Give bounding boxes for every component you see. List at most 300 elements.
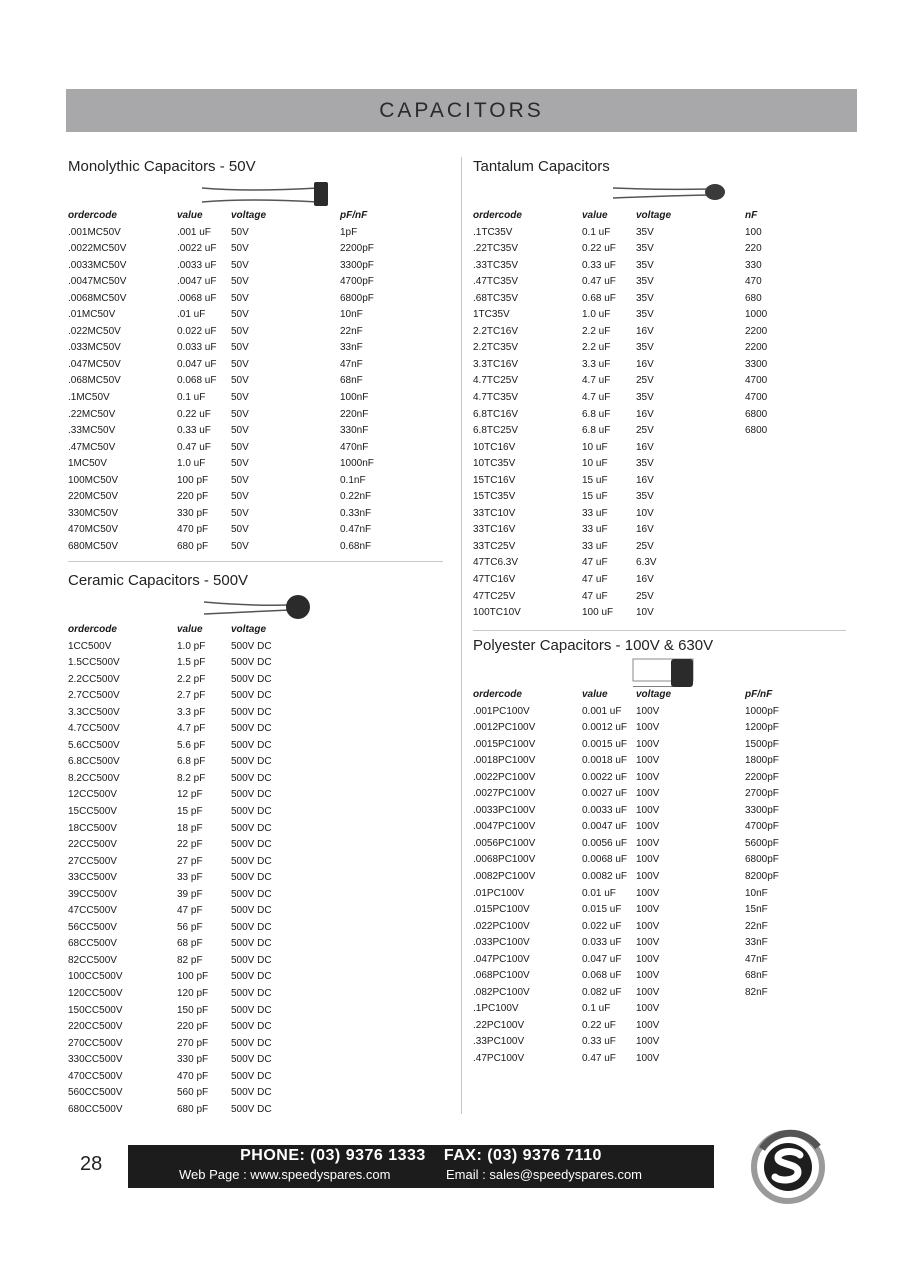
- cell-value: 0.22 uF: [582, 243, 616, 255]
- table-row: [68, 986, 340, 1003]
- cell-value: 0.0082 uF: [582, 871, 628, 883]
- cell-rating: 33nF: [745, 937, 768, 949]
- cell-value: 15 uF: [582, 474, 608, 486]
- section-divider: [473, 630, 846, 631]
- cell-ordercode: 100CC500V: [68, 971, 123, 983]
- cell-value: 0.082 uF: [582, 986, 622, 998]
- table-row: [68, 1052, 340, 1069]
- cell-voltage: 500V DC: [231, 971, 272, 983]
- cell-ordercode: 33TC16V: [473, 524, 516, 536]
- table-row: [68, 407, 400, 424]
- cell-voltage: 25V: [636, 590, 654, 602]
- table-row: [68, 539, 400, 556]
- cell-voltage: 50V: [231, 392, 249, 404]
- cell-ordercode: .0056PC100V: [473, 837, 536, 849]
- table-row: [68, 953, 340, 970]
- table-row: [473, 258, 805, 275]
- cell-ordercode: 220MC50V: [68, 491, 119, 503]
- cell-voltage: 50V: [231, 325, 249, 337]
- table-header: [473, 208, 805, 225]
- cell-voltage: 16V: [636, 441, 654, 453]
- page-number: 28: [80, 1153, 103, 1175]
- header-nf: nF: [745, 210, 758, 221]
- cell-rating: [745, 1034, 805, 1051]
- cell-rating: 1000pF: [745, 705, 779, 717]
- cell-voltage: 500V DC: [231, 872, 272, 884]
- table-row: [68, 1036, 340, 1053]
- cell-value: 220 pF: [177, 491, 209, 503]
- table-row: [473, 241, 805, 258]
- table-row: [473, 836, 805, 853]
- cell-ordercode: .068MC50V: [68, 375, 121, 387]
- cell-voltage: 100V: [636, 722, 660, 734]
- table-row: [68, 307, 400, 324]
- table-row: [68, 887, 340, 904]
- cell-ordercode: .0068PC100V: [473, 854, 536, 866]
- email-link[interactable]: Email : sales@speedyspares.com: [446, 1167, 642, 1182]
- cell-ordercode: 4.7TC35V: [473, 392, 519, 404]
- cell-ordercode: 120CC500V: [68, 988, 123, 1000]
- cell-value: 3.3 uF: [582, 358, 611, 370]
- cell-ordercode: 1CC500V: [68, 640, 112, 652]
- cell-voltage: 50V: [231, 491, 249, 503]
- table-row: [473, 985, 805, 1002]
- cell-value: 0.0027 uF: [582, 788, 628, 800]
- cell-value: 0.033 uF: [177, 342, 217, 354]
- cell-value: 47 uF: [582, 557, 608, 569]
- monolythic-title: Monolythic Capacitors - 50V: [68, 158, 256, 175]
- table-row: [473, 324, 805, 341]
- table-row: [473, 440, 805, 457]
- table-row: [68, 506, 400, 523]
- contact-footer: [128, 1145, 714, 1188]
- table-row: [473, 753, 805, 770]
- cell-ordercode: .1PC100V: [473, 1003, 519, 1015]
- cell-voltage: 25V: [636, 540, 654, 552]
- cell-ordercode: .068PC100V: [473, 970, 530, 982]
- table-row: [68, 241, 400, 258]
- header-value: value: [177, 210, 203, 221]
- speedy-spares-logo: [748, 1127, 832, 1207]
- cell-ordercode: 12CC500V: [68, 789, 117, 801]
- header-value: value: [582, 689, 608, 700]
- table-row: [473, 291, 805, 308]
- cell-ordercode: .0022PC100V: [473, 771, 536, 783]
- cell-rating: 1800pF: [745, 755, 779, 767]
- table-row: [68, 1019, 340, 1036]
- cell-rating: 82nF: [745, 986, 768, 998]
- cell-rating: [745, 522, 805, 539]
- cell-value: 120 pF: [177, 988, 209, 1000]
- table-row: [68, 787, 340, 804]
- cell-voltage: 50V: [231, 358, 249, 370]
- cell-value: 33 pF: [177, 872, 203, 884]
- tantalum-section: [473, 156, 805, 622]
- cell-value: 150 pF: [177, 1004, 209, 1016]
- cell-value: 0.01 uF: [582, 887, 616, 899]
- cell-voltage: 50V: [231, 292, 249, 304]
- cell-rating: 22nF: [340, 325, 363, 337]
- cell-rating: 100nF: [340, 392, 369, 404]
- cell-value: 2.2 pF: [177, 673, 206, 685]
- cell-ordercode: .22TC35V: [473, 243, 519, 255]
- cell-ordercode: .033MC50V: [68, 342, 121, 354]
- table-row: [68, 390, 400, 407]
- cell-ordercode: 1.5CC500V: [68, 657, 120, 669]
- cell-value: 1.0 uF: [582, 309, 611, 321]
- cell-voltage: 500V DC: [231, 1037, 272, 1049]
- cell-voltage: 500V DC: [231, 1021, 272, 1033]
- cell-value: 15 uF: [582, 491, 608, 503]
- page-banner: [66, 89, 857, 132]
- cell-voltage: 500V DC: [231, 905, 272, 917]
- header-voltage: voltage: [636, 210, 672, 221]
- cell-ordercode: 68CC500V: [68, 938, 117, 950]
- cell-value: 330 pF: [177, 1054, 209, 1066]
- table-row: [68, 688, 340, 705]
- cell-rating: 1200pF: [745, 722, 779, 734]
- cell-rating: 6800pF: [340, 292, 374, 304]
- cell-ordercode: .68TC35V: [473, 292, 519, 304]
- table-row: [473, 720, 805, 737]
- cell-rating: 68nF: [340, 375, 363, 387]
- cell-value: 0.033 uF: [582, 937, 622, 949]
- cell-value: 15 pF: [177, 806, 203, 818]
- cell-ordercode: 47CC500V: [68, 905, 117, 917]
- cell-voltage: 16V: [636, 408, 654, 420]
- cell-voltage: 500V DC: [231, 988, 272, 1000]
- cell-rating: [745, 440, 805, 457]
- table-row: [68, 920, 340, 937]
- cell-rating: 1500pF: [745, 738, 779, 750]
- cell-ordercode: 47TC25V: [473, 590, 516, 602]
- cell-voltage: 100V: [636, 738, 660, 750]
- cell-ordercode: 680CC500V: [68, 1103, 123, 1115]
- table-row: [68, 440, 400, 457]
- cell-voltage: 500V DC: [231, 1087, 272, 1099]
- cell-value: 56 pF: [177, 921, 203, 933]
- table-row: [473, 373, 805, 390]
- table-row: [68, 473, 400, 490]
- ceramic-title: Ceramic Capacitors - 500V: [68, 572, 249, 589]
- cell-value: 0.1 uF: [582, 1003, 611, 1015]
- cell-voltage: 50V: [231, 309, 249, 321]
- cell-value: 0.0012 uF: [582, 722, 628, 734]
- cell-ordercode: .082PC100V: [473, 986, 530, 998]
- cell-value: 10 uF: [582, 458, 608, 470]
- cell-rating: [745, 539, 805, 556]
- cell-value: 27 pF: [177, 855, 203, 867]
- cell-ordercode: 15CC500V: [68, 806, 117, 818]
- cell-voltage: 500V DC: [231, 640, 272, 652]
- column-divider: [461, 157, 462, 1114]
- table-row: [473, 506, 805, 523]
- table-row: [473, 423, 805, 440]
- cell-rating: 0.22nF: [340, 491, 372, 503]
- cell-ordercode: 2.7CC500V: [68, 690, 120, 702]
- cell-value: .001 uF: [177, 226, 211, 238]
- table-row: [68, 489, 400, 506]
- cell-voltage: 500V DC: [231, 855, 272, 867]
- cell-value: 0.068 uF: [582, 970, 622, 982]
- cell-value: 0.0068 uF: [582, 854, 628, 866]
- table-row: [473, 869, 805, 886]
- cell-value: 0.1 uF: [177, 392, 206, 404]
- table-row: [68, 721, 340, 738]
- cell-voltage: 500V DC: [231, 723, 272, 735]
- cell-rating: 3300: [745, 358, 768, 370]
- cell-voltage: 500V DC: [231, 706, 272, 718]
- cell-value: 10 uF: [582, 441, 608, 453]
- cell-ordercode: .0022MC50V: [68, 243, 127, 255]
- cell-value: .0033 uF: [177, 259, 217, 271]
- cell-voltage: 500V DC: [231, 806, 272, 818]
- cell-ordercode: 6.8TC25V: [473, 425, 519, 437]
- table-header: [68, 208, 400, 225]
- cell-value: 680 pF: [177, 540, 209, 552]
- cell-ordercode: 100MC50V: [68, 474, 119, 486]
- cell-rating: 330: [745, 259, 762, 271]
- cell-ordercode: 33TC25V: [473, 540, 516, 552]
- cell-value: 2.2 uF: [582, 342, 611, 354]
- cell-voltage: 50V: [231, 507, 249, 519]
- cell-rating: 33nF: [340, 342, 363, 354]
- cell-voltage: 35V: [636, 392, 654, 404]
- table-row: [68, 1069, 340, 1086]
- table-row: [473, 555, 805, 572]
- table-row: [68, 456, 400, 473]
- cell-value: 8.2 pF: [177, 772, 206, 784]
- cell-rating: [745, 555, 805, 572]
- cell-ordercode: 47TC16V: [473, 574, 516, 586]
- cell-voltage: 50V: [231, 524, 249, 536]
- table-row: [473, 786, 805, 803]
- cell-voltage: 100V: [636, 854, 660, 866]
- header-voltage: voltage: [231, 210, 267, 221]
- cell-ordercode: 4.7TC25V: [473, 375, 519, 387]
- cell-ordercode: 39CC500V: [68, 888, 117, 900]
- ceramic-table: [68, 622, 340, 1118]
- ceramic-section: [68, 570, 340, 1118]
- cell-rating: 68nF: [745, 970, 768, 982]
- cell-rating: [745, 1051, 805, 1068]
- cell-voltage: 500V DC: [231, 1070, 272, 1082]
- cell-value: .0022 uF: [177, 243, 217, 255]
- header-ordercode: ordercode: [473, 210, 522, 221]
- cell-ordercode: 5.6CC500V: [68, 739, 120, 751]
- cell-ordercode: .033PC100V: [473, 937, 530, 949]
- cell-value: 2.2 uF: [582, 325, 611, 337]
- cell-ordercode: 3.3CC500V: [68, 706, 120, 718]
- cell-rating: 470nF: [340, 441, 369, 453]
- phone-number: PHONE: (03) 9376 1333: [240, 1147, 426, 1164]
- table-row: [473, 803, 805, 820]
- cell-ordercode: 3.3TC16V: [473, 358, 519, 370]
- cell-value: 0.022 uF: [177, 325, 217, 337]
- cell-voltage: 100V: [636, 887, 660, 899]
- cell-voltage: 50V: [231, 375, 249, 387]
- cell-rating: 5600pF: [745, 837, 779, 849]
- cell-value: 0.047 uF: [177, 358, 217, 370]
- header-ordercode: ordercode: [68, 624, 117, 635]
- cell-ordercode: .01PC100V: [473, 887, 525, 899]
- phone-fax-line: [128, 1147, 714, 1165]
- cell-ordercode: .47MC50V: [68, 441, 116, 453]
- cell-value: 0.1 uF: [582, 226, 611, 238]
- table-row: [68, 258, 400, 275]
- cell-rating: 100: [745, 226, 762, 238]
- cell-ordercode: 10TC16V: [473, 441, 516, 453]
- table-row: [68, 291, 400, 308]
- cell-rating: 0.68nF: [340, 540, 372, 552]
- cell-value: 0.047 uF: [582, 953, 622, 965]
- cell-value: 82 pF: [177, 954, 203, 966]
- cell-rating: 6800: [745, 425, 768, 437]
- cell-ordercode: .47TC35V: [473, 276, 519, 288]
- cell-voltage: 35V: [636, 292, 654, 304]
- cell-voltage: 50V: [231, 226, 249, 238]
- cell-ordercode: .001PC100V: [473, 705, 530, 717]
- table-row: [473, 902, 805, 919]
- header-pfnf: pF/nF: [745, 689, 773, 700]
- cell-value: 68 pF: [177, 938, 203, 950]
- cell-voltage: 100V: [636, 755, 660, 767]
- header-pfnf: pF/nF: [340, 210, 368, 221]
- cell-voltage: 500V DC: [231, 756, 272, 768]
- cell-ordercode: 33CC500V: [68, 872, 117, 884]
- table-row: [473, 572, 805, 589]
- cell-value: 0.001 uF: [582, 705, 622, 717]
- cell-rating: 0.47nF: [340, 524, 372, 536]
- table-row: [473, 340, 805, 357]
- table-row: [473, 1051, 805, 1068]
- table-row: [473, 952, 805, 969]
- ceramic-capacitor-image: [68, 592, 340, 622]
- cell-rating: 3300pF: [745, 804, 779, 816]
- cell-ordercode: .01MC50V: [68, 309, 116, 321]
- cell-ordercode: 470MC50V: [68, 524, 119, 536]
- table-row: [473, 390, 805, 407]
- cell-voltage: 50V: [231, 342, 249, 354]
- cell-ordercode: 560CC500V: [68, 1087, 123, 1099]
- cell-value: 6.8 uF: [582, 408, 611, 420]
- table-row: [473, 770, 805, 787]
- cell-rating: 4700pF: [745, 821, 779, 833]
- cell-ordercode: 4.7CC500V: [68, 723, 120, 735]
- table-row: [473, 1034, 805, 1051]
- table-row: [473, 489, 805, 506]
- table-row: [473, 225, 805, 242]
- cell-value: 0.0033 uF: [582, 804, 628, 816]
- cell-value: 4.7 pF: [177, 723, 206, 735]
- cell-ordercode: .022MC50V: [68, 325, 121, 337]
- cell-value: 12 pF: [177, 789, 203, 801]
- cell-value: 0.0056 uF: [582, 837, 628, 849]
- cell-ordercode: 330MC50V: [68, 507, 119, 519]
- table-row: [473, 919, 805, 936]
- table-row: [68, 771, 340, 788]
- cell-ordercode: 47TC6.3V: [473, 557, 519, 569]
- cell-voltage: 100V: [636, 1019, 660, 1031]
- table-row: [68, 373, 400, 390]
- cell-voltage: 100V: [636, 1053, 660, 1065]
- cell-rating: 680: [745, 292, 762, 304]
- cell-voltage: 500V DC: [231, 772, 272, 784]
- cell-value: 0.015 uF: [582, 904, 622, 916]
- cell-voltage: 10V: [636, 607, 654, 619]
- cell-voltage: 500V DC: [231, 1054, 272, 1066]
- cell-rating: [745, 605, 805, 622]
- section-divider: [68, 561, 443, 562]
- cell-value: 330 pF: [177, 507, 209, 519]
- cell-rating: 2700pF: [745, 788, 779, 800]
- cell-ordercode: 15TC16V: [473, 474, 516, 486]
- table-row: [68, 837, 340, 854]
- cell-value: 0.0018 uF: [582, 755, 628, 767]
- cell-voltage: 50V: [231, 425, 249, 437]
- table-row: [473, 737, 805, 754]
- cell-voltage: 500V DC: [231, 822, 272, 834]
- cell-voltage: 100V: [636, 871, 660, 883]
- web-page-link[interactable]: Web Page : www.speedyspares.com: [179, 1167, 391, 1182]
- cell-voltage: 50V: [231, 276, 249, 288]
- cell-ordercode: .47PC100V: [473, 1053, 525, 1065]
- cell-ordercode: .0027PC100V: [473, 788, 536, 800]
- polyester-capacitor-image: [473, 657, 805, 687]
- cell-voltage: 35V: [636, 309, 654, 321]
- table-row: [68, 225, 400, 242]
- cell-rating: 470: [745, 276, 762, 288]
- cell-rating: 22nF: [745, 920, 768, 932]
- cell-voltage: 35V: [636, 458, 654, 470]
- cell-rating: 15nF: [745, 904, 768, 916]
- cell-rating: 4700: [745, 375, 768, 387]
- cell-value: 560 pF: [177, 1087, 209, 1099]
- cell-value: 0.22 uF: [177, 408, 211, 420]
- cell-value: 1.5 pF: [177, 657, 206, 669]
- cell-rating: 47nF: [340, 358, 363, 370]
- cell-ordercode: 8.2CC500V: [68, 772, 120, 784]
- header-value: value: [177, 624, 203, 635]
- cell-rating: 2200: [745, 342, 768, 354]
- cell-ordercode: 6.8CC500V: [68, 756, 120, 768]
- cell-value: 4.7 uF: [582, 375, 611, 387]
- cell-value: 4.7 uF: [582, 392, 611, 404]
- table-row: [473, 522, 805, 539]
- cell-ordercode: .022PC100V: [473, 920, 530, 932]
- cell-ordercode: 100TC10V: [473, 607, 521, 619]
- cell-rating: 0.33nF: [340, 507, 372, 519]
- table-row: [68, 1085, 340, 1102]
- table-row: [68, 870, 340, 887]
- table-row: [473, 819, 805, 836]
- cell-ordercode: .0033PC100V: [473, 804, 536, 816]
- cell-ordercode: .1TC35V: [473, 226, 513, 238]
- table-row: [473, 456, 805, 473]
- table-row: [473, 852, 805, 869]
- cell-value: 0.33 uF: [177, 425, 211, 437]
- cell-voltage: 100V: [636, 705, 660, 717]
- table-row: [68, 522, 400, 539]
- cell-voltage: 100V: [636, 937, 660, 949]
- table-row: [473, 357, 805, 374]
- cell-rating: [745, 1018, 805, 1035]
- cell-rating: 47nF: [745, 953, 768, 965]
- cell-rating: 4700: [745, 392, 768, 404]
- cell-voltage: 35V: [636, 259, 654, 271]
- table-row: [68, 804, 340, 821]
- cell-value: 470 pF: [177, 1070, 209, 1082]
